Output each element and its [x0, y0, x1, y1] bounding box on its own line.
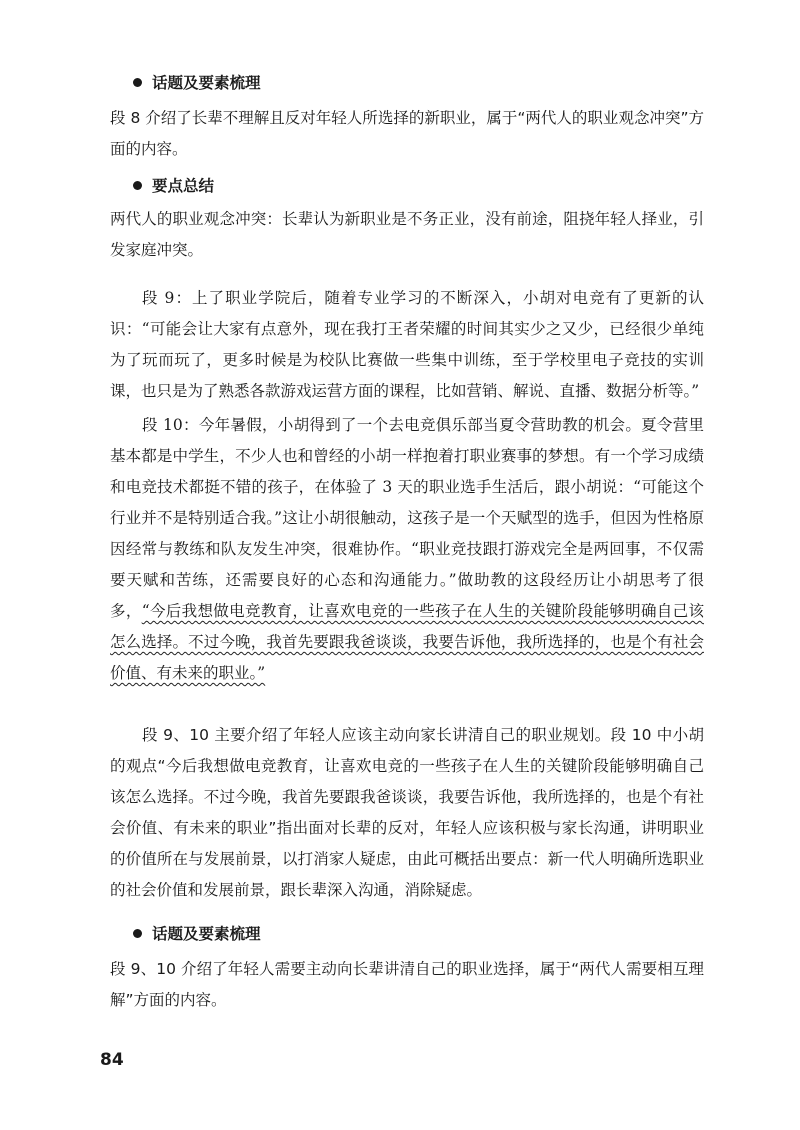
page-number: 84	[100, 1050, 124, 1070]
heading-text: 话题及要素梳理	[152, 925, 261, 943]
paragraph-10-text: 段 10：今年暑假，小胡得到了一个去电竞俱乐部当夏令营助教的机会。夏令营里基本都是中学生，不少人也和曾经的小胡一样抱着打职业赛事的梦想。有一个学习成绩和电竞技术都挺不错的孩子，在体验了 3 天的职业选手生活后，跟小胡说：“可能这个行业并不是特别适合我。”这让小胡很触动，这孩子是一个天赋型的选手，但因为性格原因经常与教练和队友发生冲突，很难协作。“职业竞技跟打游戏完全是两回事，不仅需要天赋和苦练，还需要良好的心态和沟通能力。”做助教的这段经历让小胡思考了很多，	[110, 416, 704, 620]
section-heading-topic-elements-2	[133, 921, 261, 947]
bullet-icon	[133, 929, 142, 938]
paragraph-10	[110, 410, 704, 689]
paragraph-10-underlined-quote: “今后我想做电竞教育，让喜欢电竞的一些孩子在人生的关键阶段能够明确自己该怎么选择。不过今晚，我首先要跟我爸谈谈，我要告诉他，我所选择的，也是个有社会价值、有未来的职业。”	[110, 602, 704, 682]
paragraph-9: 段 9：上了职业学院后，随着专业学习的不断深入，小胡对电竞有了更新的认识：“可能会让大家有点意外，现在我打王者荣耀的时间其实少之又少，已经很少单纯为了玩而玩了，更多时候是为校队比赛做一些集中训练，至于学校里电子竞技的实训课，也只是为了熟悉各款游戏运营方面的课程，比如营销、解说、直播、数据分析等。”	[110, 289, 704, 400]
heading-text: 要点总结	[152, 177, 215, 195]
section-heading-topic-elements	[133, 70, 261, 96]
section-text-key-points: 两代人的职业观念冲突：长辈认为新职业是不务正业，没有前途，阻挠年轻人择业，引发家庭冲突。	[110, 210, 704, 259]
heading-text: 话题及要素梳理	[152, 74, 261, 92]
section-text-topic-elements: 段 8 介绍了长辈不理解且反对年轻人所选择的新职业，属于“两代人的职业观念冲突”方面的内容。	[110, 109, 704, 158]
section-text-topic-elements-2: 段 9、10 介绍了年轻人需要主动向长辈讲清自己的职业选择，属于“两代人需要相互理解”方面的内容。	[110, 960, 704, 1009]
bullet-icon	[133, 78, 142, 87]
summary-paragraph: 段 9、10 主要介绍了年轻人应该主动向家长讲清自己的职业规划。段 10 中小胡的观点“今后我想做电竞教育，让喜欢电竞的一些孩子在人生的关键阶段能够明确自己该怎么选择。不过今晚，我首先要跟我爸谈谈，我要告诉他，我所选择的，也是个有社会价值、有未来的职业”指出面对长辈的反对，年轻人应该积极与家长沟通，讲明职业的价值所在与发展前景，以打消家人疑虑，由此可概括出要点：新一代人明确所选职业的社会价值和发展前景，跟长辈深入沟通，消除疑虑。	[110, 726, 704, 899]
bullet-icon	[133, 181, 142, 190]
section-heading-key-points	[133, 173, 214, 199]
